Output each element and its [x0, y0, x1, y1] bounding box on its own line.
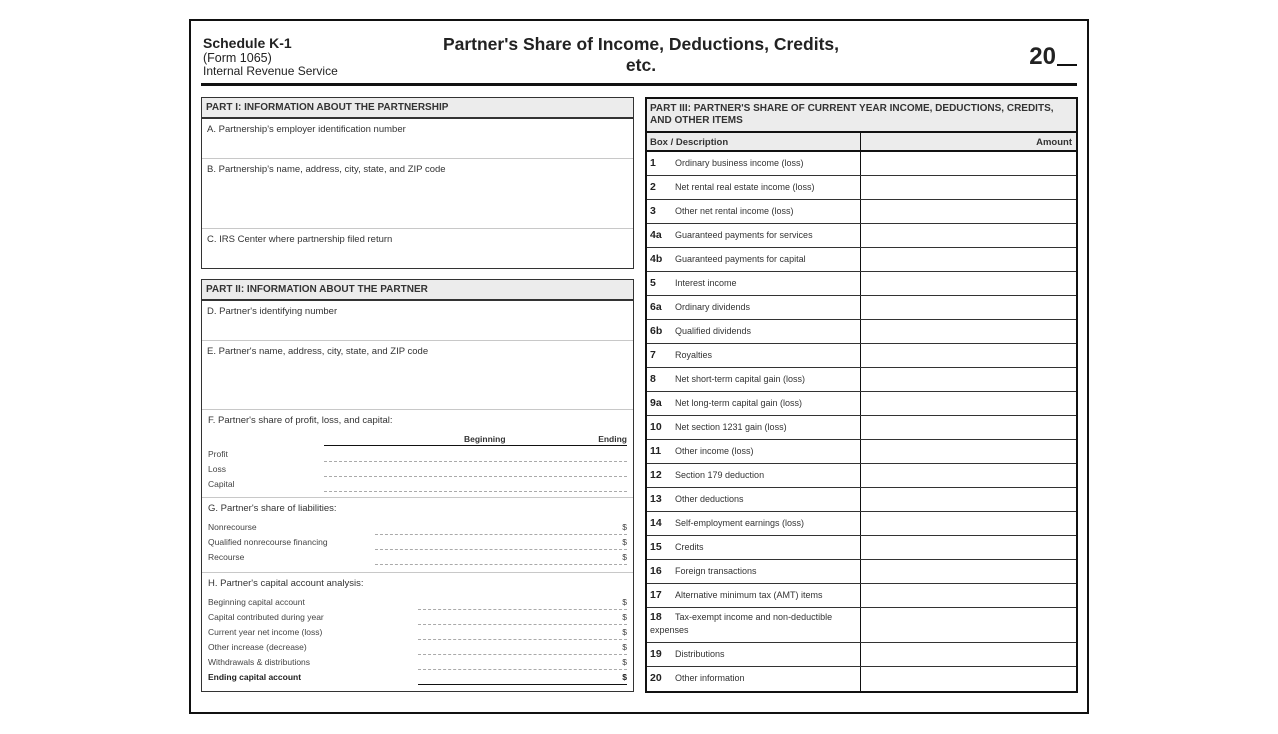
- dollar-sign: $: [622, 672, 627, 682]
- section-f-columns: [324, 434, 627, 446]
- table-row: [647, 152, 1076, 176]
- col-amount: Amount: [1036, 137, 1072, 148]
- schedule-name: Schedule K-1: [203, 35, 292, 51]
- amount-field[interactable]: [861, 536, 1076, 559]
- part3-heading: PART III: PARTNER'S SHARE OF CURRENT YEAR INCOME, DEDUCTIONS, CREDITS, AND OTHER ITEMS: [647, 99, 1076, 133]
- row-withdrawals: Withdrawals & distributions: [208, 657, 311, 667]
- amount-field[interactable]: [861, 272, 1076, 295]
- row-ending-capital: Ending capital account: [208, 672, 302, 682]
- table-row: [647, 643, 1076, 667]
- box-description: Royalties: [675, 350, 713, 360]
- box-description: Net rental real estate income (loss): [675, 182, 815, 192]
- box-number: 17: [650, 589, 662, 601]
- part3-income-deductions: [645, 97, 1078, 693]
- box-number: 18: [650, 611, 662, 623]
- table-row: [647, 320, 1076, 344]
- table-row: [647, 440, 1076, 464]
- k1-form-page: [189, 19, 1089, 714]
- amount-field[interactable]: [861, 320, 1076, 343]
- part2-partner-info: [201, 279, 634, 692]
- box-description: Net short-term capital gain (loss): [675, 374, 806, 384]
- box-number: 16: [650, 565, 662, 577]
- box-description: Alternative minimum tax (AMT) items: [675, 590, 823, 600]
- table-row: [647, 608, 1076, 643]
- box-description: Guaranteed payments for capital: [675, 254, 806, 264]
- row-profit: Profit: [208, 449, 228, 459]
- row-current-year-income: Current year net income (loss): [208, 627, 323, 637]
- input-other-increase[interactable]: [418, 654, 627, 655]
- box-number: 6b: [650, 325, 663, 337]
- table-row: [647, 560, 1076, 584]
- box-description: Qualified dividends: [675, 326, 752, 336]
- box-number: 9a: [650, 397, 662, 409]
- box-description: Ordinary dividends: [675, 302, 751, 312]
- field-b-label: B. Partnership's name, address, city, state, and ZIP code: [207, 164, 446, 175]
- field-partnership-ein[interactable]: [202, 119, 633, 159]
- table-row: [647, 224, 1076, 248]
- box-number: 15: [650, 541, 662, 553]
- input-capital[interactable]: [324, 491, 627, 492]
- table-row: [647, 584, 1076, 608]
- section-h-capital-account: [202, 573, 633, 691]
- input-current-year-income[interactable]: [418, 639, 627, 640]
- box-number: 10: [650, 421, 662, 433]
- dollar-sign: $: [622, 642, 627, 652]
- tax-year-blank[interactable]: [1057, 64, 1077, 66]
- box-description: Section 179 deduction: [675, 470, 765, 480]
- box-number: 1: [650, 157, 656, 169]
- agency-name: Internal Revenue Service: [203, 64, 338, 79]
- input-loss[interactable]: [324, 476, 627, 477]
- box-number: 3: [650, 205, 656, 217]
- amount-field[interactable]: [861, 608, 1076, 642]
- table-row: [647, 368, 1076, 392]
- amount-field[interactable]: [861, 176, 1076, 199]
- table-row: [647, 464, 1076, 488]
- form-identification: [203, 35, 338, 79]
- box-description: Ordinary business income (loss): [675, 158, 804, 168]
- form-number: (Form 1065): [203, 51, 272, 66]
- table-row: [647, 488, 1076, 512]
- part1-heading: PART I: INFORMATION ABOUT THE PARTNERSHIP: [202, 98, 633, 119]
- col-ending: Ending: [598, 434, 627, 444]
- tax-year: [1029, 43, 1077, 71]
- form-header: [201, 31, 1077, 86]
- amount-field[interactable]: [861, 392, 1076, 415]
- amount-field[interactable]: [861, 643, 1076, 666]
- field-irs-center[interactable]: [202, 229, 633, 268]
- amount-field[interactable]: [861, 248, 1076, 271]
- input-capital-contributed[interactable]: [418, 624, 627, 625]
- box-number: 5: [650, 277, 656, 289]
- amount-field[interactable]: [861, 488, 1076, 511]
- field-e-label: E. Partner's name, address, city, state, and ZIP code: [207, 346, 429, 357]
- dollar-sign: $: [622, 657, 627, 667]
- form-title-line2: etc.: [625, 55, 657, 75]
- amount-field[interactable]: [861, 512, 1076, 535]
- input-qualified-nonrecourse[interactable]: [375, 549, 627, 550]
- tax-year-prefix: 20: [1029, 43, 1056, 70]
- box-description: Other income (loss): [675, 446, 754, 456]
- dollar-sign: $: [622, 522, 627, 532]
- input-nonrecourse[interactable]: [375, 534, 627, 535]
- part3-table-header: [647, 133, 1076, 152]
- row-nonrecourse: Nonrecourse: [208, 522, 257, 532]
- input-recourse[interactable]: [375, 564, 627, 565]
- dollar-sign: $: [622, 627, 627, 637]
- box-description: Other net rental income (loss): [675, 206, 794, 216]
- table-row: [647, 296, 1076, 320]
- box-description: Guaranteed payments for services: [675, 230, 813, 240]
- col-box-description: Box / Description: [647, 133, 861, 150]
- field-partner-id[interactable]: [202, 301, 633, 341]
- field-a-label: A. Partnership's employer identification number: [207, 124, 406, 135]
- amount-field[interactable]: [861, 416, 1076, 439]
- table-row: [647, 536, 1076, 560]
- field-partner-name-address[interactable]: [202, 341, 633, 410]
- box-description: Other information: [675, 673, 745, 683]
- box-number: 14: [650, 517, 662, 529]
- row-beginning-capital: Beginning capital account: [208, 597, 305, 607]
- box-number: 4b: [650, 253, 663, 265]
- input-ending-capital[interactable]: [418, 684, 627, 685]
- amount-field[interactable]: [861, 464, 1076, 487]
- table-row: [647, 392, 1076, 416]
- row-other-increase: Other increase (decrease): [208, 642, 307, 652]
- dollar-sign: $: [622, 597, 627, 607]
- dollar-sign: $: [622, 612, 627, 622]
- part2-heading: PART II: INFORMATION ABOUT THE PARTNER: [202, 280, 633, 301]
- input-profit[interactable]: [324, 461, 627, 462]
- section-h-title: H. Partner's capital account analysis:: [208, 578, 364, 589]
- box-number: 2: [650, 181, 656, 193]
- box-description: Other deductions: [675, 494, 744, 504]
- box-description: Self-employment earnings (loss): [675, 518, 805, 528]
- row-loss: Loss: [208, 464, 226, 474]
- amount-field[interactable]: [861, 344, 1076, 367]
- amount-field[interactable]: [861, 584, 1076, 607]
- box-description: Tax-exempt income and non-deductible expenses: [650, 612, 833, 635]
- box-number: 13: [650, 493, 662, 505]
- form-title: [426, 34, 856, 76]
- row-capital: Capital: [208, 479, 235, 489]
- table-row: [647, 344, 1076, 368]
- dollar-sign: $: [622, 552, 627, 562]
- box-description: Net long-term capital gain (loss): [675, 398, 803, 408]
- box-number: 20: [650, 672, 662, 684]
- box-description: Foreign transactions: [675, 566, 757, 576]
- amount-field[interactable]: [861, 200, 1076, 223]
- table-row: [647, 248, 1076, 272]
- box-description: Distributions: [675, 649, 725, 659]
- table-row: [647, 272, 1076, 296]
- section-f-profit-loss-capital: [202, 410, 633, 498]
- box-number: 11: [650, 445, 662, 457]
- field-c-label: C. IRS Center where partnership filed return: [207, 234, 393, 245]
- amount-field[interactable]: [861, 296, 1076, 319]
- amount-field[interactable]: [861, 667, 1076, 691]
- table-row: [647, 176, 1076, 200]
- amount-field[interactable]: [861, 368, 1076, 391]
- section-g-liabilities: [202, 498, 633, 573]
- box-description: Interest income: [675, 278, 737, 288]
- col-beginning: Beginning: [464, 434, 506, 444]
- form-title-line1: Partner's Share of Income, Deductions, Credits,: [442, 34, 840, 54]
- amount-field[interactable]: [861, 440, 1076, 463]
- amount-field[interactable]: [861, 152, 1076, 175]
- box-number: 8: [650, 373, 656, 385]
- table-row: [647, 200, 1076, 224]
- row-recourse: Recourse: [208, 552, 245, 562]
- amount-field[interactable]: [861, 560, 1076, 583]
- input-beginning-capital[interactable]: [418, 609, 627, 610]
- section-g-title: G. Partner's share of liabilities:: [208, 503, 337, 514]
- section-f-title: F. Partner's share of profit, loss, and capital:: [208, 415, 393, 426]
- box-number: 19: [650, 648, 662, 660]
- field-partnership-name-address[interactable]: [202, 159, 633, 229]
- box-description: Net section 1231 gain (loss): [675, 422, 787, 432]
- box-description: Credits: [675, 542, 704, 552]
- row-qualified-nonrecourse: Qualified nonrecourse financing: [208, 537, 328, 547]
- dollar-sign: $: [622, 537, 627, 547]
- box-number: 4a: [650, 229, 662, 241]
- box-number: 12: [650, 469, 662, 481]
- amount-field[interactable]: [861, 224, 1076, 247]
- input-withdrawals[interactable]: [418, 669, 627, 670]
- table-row: [647, 416, 1076, 440]
- field-d-label: D. Partner's identifying number: [207, 306, 338, 317]
- part3-table-body: [647, 152, 1076, 691]
- table-row: [647, 512, 1076, 536]
- box-number: 6a: [650, 301, 662, 313]
- box-number: 7: [650, 349, 656, 361]
- table-row: [647, 667, 1076, 691]
- row-capital-contributed: Capital contributed during year: [208, 612, 324, 622]
- part1-partnership-info: [201, 97, 634, 269]
